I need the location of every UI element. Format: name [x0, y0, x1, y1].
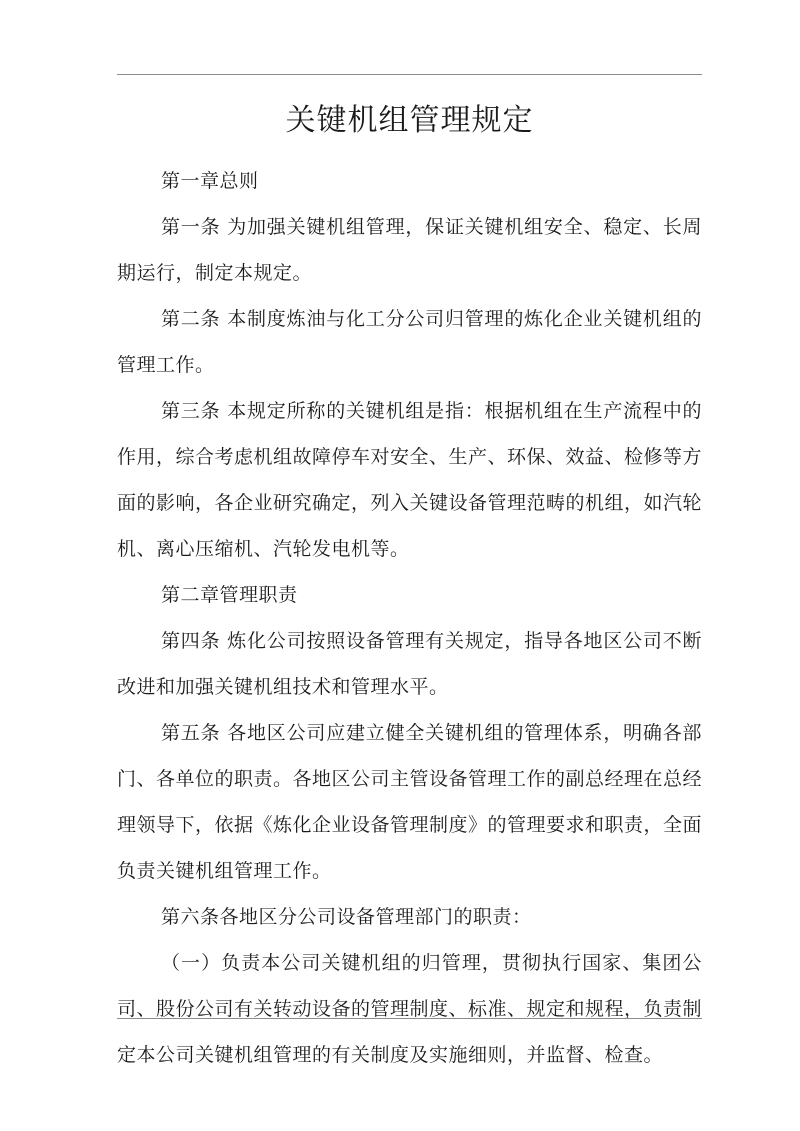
article-paragraph: 第二条 本制度炼油与化工分公司归管理的炼化企业关键机组的管理工作。	[117, 308, 702, 376]
article-paragraph: （一）负责本公司关键机组的归管理，贯彻执行国家、集团公司、股份公司有关转动设备的管理制度、标准、规定和规程，负责制定本公司关键机组管理的有关制度及实施细则，并监督、检查。	[117, 952, 703, 1066]
chapter-heading: 第一章总则	[161, 170, 259, 192]
chapter-heading: 第二章管理职责	[161, 584, 298, 606]
header-rule	[117, 74, 702, 75]
article-paragraph: 第一条 为加强关键机组管理，保证关键机组安全、稳定、长周期运行，制定本规定。	[117, 216, 702, 284]
document-title: 关键机组管理规定	[285, 103, 534, 138]
article-paragraph: 第四条 炼化公司按照设备管理有关规定，指导各地区公司不断改进和加强关键机组技术和管理水平。	[117, 630, 702, 698]
footer-rule	[117, 1018, 702, 1019]
article-paragraph: 第三条 本规定所称的关键机组是指：根据机组在生产流程中的作用，综合考虑机组故障停车对安全、生产、环保、效益、检修等方面的影响，各企业研究确定，列入关键设备管理范畴的机组，如汽轮机、离心压缩机、汽轮发电机等。	[117, 400, 703, 560]
document-body	[117, 158, 702, 1078]
article-paragraph: 第六条各地区分公司设备管理部门的职责：	[161, 906, 532, 928]
article-paragraph: 第五条 各地区公司应建立健全关键机组的管理体系，明确各部门、各单位的职责。各地区公司主管设备管理工作的副总经理在总经理领导下，依据《炼化企业设备管理制度》的管理要求和职责，全面负责关键机组管理工作。	[117, 722, 703, 882]
